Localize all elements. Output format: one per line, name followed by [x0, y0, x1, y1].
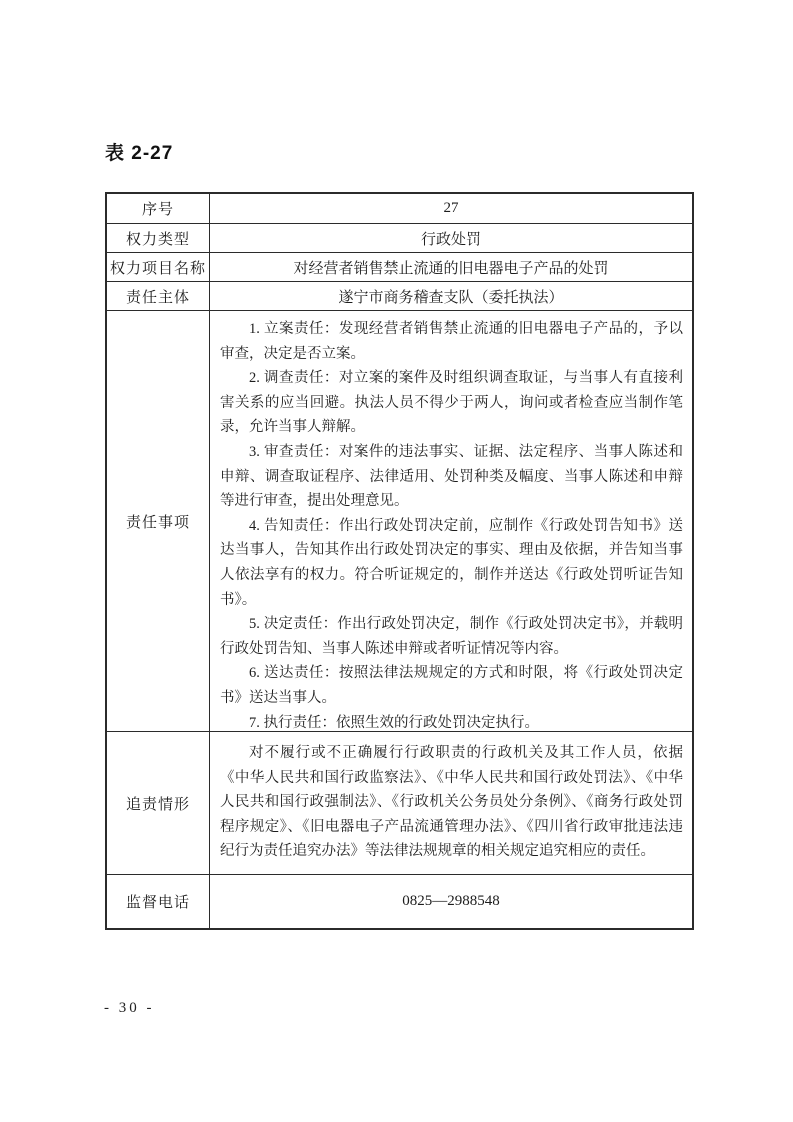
page-title: 表 2-27	[105, 143, 174, 164]
row-value: 行政处罚	[420, 231, 481, 248]
table-row-power-type	[107, 223, 692, 252]
paragraph: 3. 审查责任：对案件的违法事实、证据、法定程序、当事人陈述和申辩、调查取证程序、法律适用、处罚种类及幅度、当事人陈述和申辩等进行审查，提出处理意见。	[220, 443, 683, 510]
supervision-phone-number: 0825—2988548	[402, 893, 500, 909]
row-paragraphs	[210, 311, 692, 731]
info-table	[105, 192, 694, 930]
row-label: 序号	[107, 194, 210, 223]
paragraph: 1. 立案责任：发现经营者销售禁止流通的旧电器电子产品的，予以审查，决定是否立案。	[220, 321, 683, 362]
table-row-supervision-phone	[107, 874, 692, 928]
row-label: 权力项目名称	[107, 253, 210, 281]
paragraph: 4. 告知责任：作出行政处罚决定前，应制作《行政处罚告知书》送达当事人，告知其作出行政处罚决定的事实、理由及依据，并告知当事人依法享有的权力。符合听证规定的，制作并送达《行政处罚听证告知书》。	[220, 517, 683, 608]
row-value: 对经营者销售禁止流通的旧电器电子产品的处罚	[293, 260, 609, 277]
row-value: 27	[443, 200, 459, 216]
table-row-serial-number	[107, 194, 692, 223]
row-label: 权力类型	[107, 224, 210, 252]
table-row-responsibility-items	[107, 310, 692, 731]
table-row-responsible-entity	[107, 281, 692, 310]
page-number: - 30 -	[104, 1000, 155, 1016]
row-value: 遂宁市商务稽查支队（委托执法）	[338, 289, 564, 306]
table-row-accountability-circumstances	[107, 731, 692, 874]
paragraph: 5. 决定责任：作出行政处罚决定，制作《行政处罚决定书》，并载明行政处罚告知、当事人陈述申辩或者听证情况等内容。	[220, 616, 683, 657]
paragraph: 6. 送达责任：按照法律法规规定的方式和时限，将《行政处罚决定书》送达当事人。	[220, 665, 683, 706]
paragraph: 7. 执行责任：依照生效的行政处罚决定执行。	[249, 714, 539, 731]
row-label: 责任事项	[107, 311, 210, 731]
row-label: 责任主体	[107, 282, 210, 310]
row-label: 追责情形	[107, 732, 210, 874]
row-label: 监督电话	[107, 875, 210, 928]
paragraph: 对不履行或不正确履行行政职责的行政机关及其工作人员，依据《中华人民共和国行政监察法》、《中华人民共和国行政处罚法》、《中华人民共和国行政强制法》、《行政机关公务员处分条例》、《商务行政处罚程序规定》、《旧电器电子产品流通管理办法》、《四川省行政审批违法违纪行为责任追究办法》等法律法规规章的相关规定追究相应的责任。	[220, 745, 683, 860]
table-row-power-item-name	[107, 252, 692, 281]
paragraph: 2. 调查责任：对立案的案件及时组织调查取证，与当事人有直接利害关系的应当回避。执法人员不得少于两人，询问或者检查应当制作笔录，允许当事人辩解。	[220, 370, 683, 436]
row-paragraphs	[210, 732, 692, 874]
